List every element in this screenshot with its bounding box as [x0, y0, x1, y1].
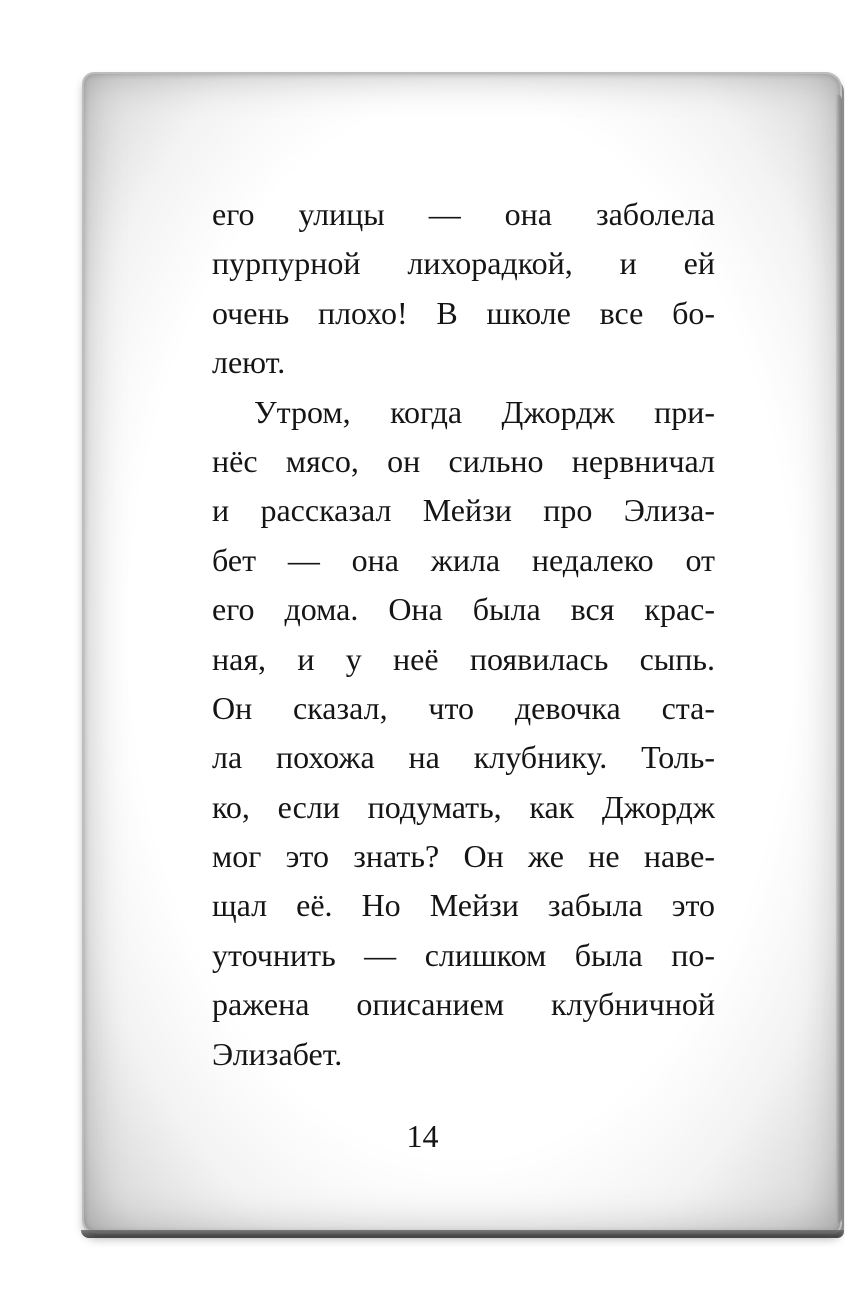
- text-line: Элизабет.: [212, 1035, 343, 1072]
- text-line: нёс мясо, он сильно нервничал: [212, 442, 715, 479]
- text-line: уточнить — слишком была по-: [212, 936, 715, 973]
- text-line: мог это знать? Он же не наве-: [212, 838, 715, 875]
- page-number: 14: [406, 1118, 439, 1154]
- text-line: Он сказал, что девочка ста-: [212, 689, 715, 726]
- paragraph-2: [212, 388, 715, 1079]
- text-line: его улицы — она заболела: [212, 196, 715, 232]
- text-line: ная, и у неё появилась сыпь.: [212, 640, 715, 677]
- paragraph-1: [212, 190, 715, 388]
- text-line: щал её. Но Мейзи забыла это: [212, 887, 715, 924]
- text-line: пурпурной лихорадкой, и ей: [212, 245, 715, 282]
- text-line: ражена описанием клубничной: [212, 986, 715, 1023]
- text-line: его дома. Она была вся крас-: [212, 591, 715, 628]
- text-line: ко, если подумать, как Джордж: [212, 788, 715, 825]
- text-line: Утром, когда Джордж при-: [254, 393, 715, 430]
- text-line: и рассказал Мейзи про Элиза-: [212, 492, 715, 529]
- body-text: [212, 190, 715, 1079]
- text-line: бет — она жила недалеко от: [212, 541, 715, 578]
- text-line: леют.: [212, 344, 286, 381]
- text-line: очень плохо! В школе все бо-: [212, 294, 715, 331]
- text-line: ла похожа на клубнику. Толь-: [212, 739, 715, 776]
